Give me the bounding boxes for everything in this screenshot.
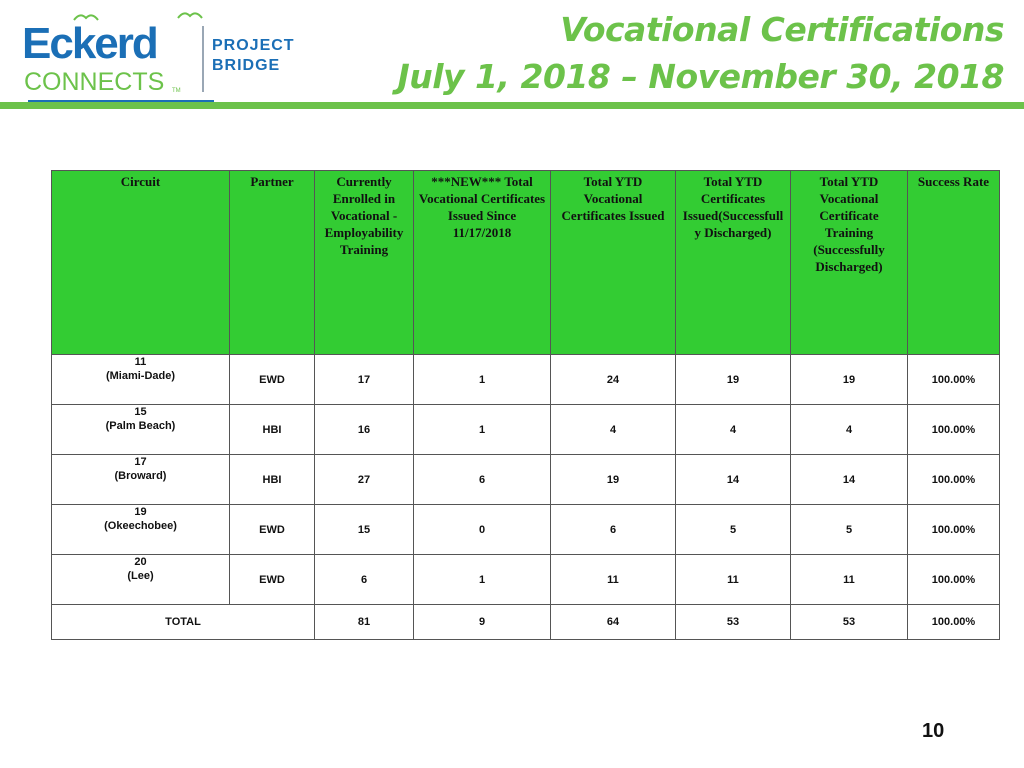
cell-new-total: 6 [414, 455, 551, 505]
cell-new-total: 0 [414, 505, 551, 555]
cell-circuit [52, 405, 230, 455]
cell-ytd-training-discharged: 14 [791, 455, 908, 505]
cell-ytd-certs-discharged: 11 [676, 555, 791, 605]
cell-enrolled: 16 [315, 405, 414, 455]
table-row [52, 455, 1000, 505]
logo-program [212, 36, 295, 76]
cell-ytd-training-discharged: 11 [791, 555, 908, 605]
logo-brand-top: Eckerd [22, 19, 157, 68]
cell-ytd-vocational: 19 [551, 455, 676, 505]
cell-new-total: 1 [414, 555, 551, 605]
cell-total-ytd-vocational: 64 [551, 605, 676, 640]
cell-total-ytd-certs-discharged: 53 [676, 605, 791, 640]
cell-ytd-vocational: 11 [551, 555, 676, 605]
slide-title-block [397, 8, 1004, 102]
circuit-name: (Lee) [127, 570, 154, 582]
cell-ytd-certs-discharged: 14 [676, 455, 791, 505]
cell-success-rate: 100.00% [908, 505, 1000, 555]
logo-program-line1: PROJECT [212, 37, 295, 54]
cell-ytd-certs-discharged: 19 [676, 355, 791, 405]
column-header-circuit: Circuit [52, 171, 230, 355]
column-header-success-rate: Success Rate [908, 171, 1000, 355]
cell-circuit [52, 505, 230, 555]
cell-new-total: 1 [414, 355, 551, 405]
cell-total-ytd-training-discharged: 53 [791, 605, 908, 640]
cell-circuit [52, 455, 230, 505]
column-header-enrolled: Currently Enrolled in Vocational - Employability Training [315, 171, 414, 355]
logo-program-line2: BRIDGE [212, 57, 281, 74]
cell-ytd-vocational: 6 [551, 505, 676, 555]
table-row [52, 505, 1000, 555]
logo-divider [202, 26, 204, 92]
cell-partner: HBI [230, 455, 315, 505]
circuit-name: (Broward) [114, 470, 167, 482]
cell-circuit [52, 555, 230, 605]
logo-brand-bottom: CONNECTS [24, 68, 165, 96]
cell-circuit [52, 355, 230, 405]
cell-total-success-rate: 100.00% [908, 605, 1000, 640]
column-header-new-total: ***NEW*** Total Vocational Certificates Issued Since 11/17/2018 [414, 171, 551, 355]
column-header-ytd-certs-discharged: Total YTD Certificates Issued(Successfull y Discharged) [676, 171, 791, 355]
cell-ytd-certs-discharged: 5 [676, 505, 791, 555]
table-row [52, 555, 1000, 605]
cell-enrolled: 17 [315, 355, 414, 405]
slide-header [0, 0, 1024, 112]
circuit-number: 20 [134, 556, 147, 568]
cell-ytd-vocational: 4 [551, 405, 676, 455]
cell-partner: EWD [230, 505, 315, 555]
cell-enrolled: 27 [315, 455, 414, 505]
table-row [52, 405, 1000, 455]
cell-success-rate: 100.00% [908, 555, 1000, 605]
cell-ytd-training-discharged: 5 [791, 505, 908, 555]
cell-ytd-training-discharged: 4 [791, 405, 908, 455]
table-header-row [52, 171, 1000, 355]
cell-total-new-total: 9 [414, 605, 551, 640]
page-subtitle: July 1, 2018 – November 30, 2018 [397, 57, 1004, 96]
circuit-number: 17 [134, 456, 147, 468]
page-number: 10 [922, 720, 945, 742]
circuit-name: (Miami-Dade) [105, 370, 176, 382]
cell-partner: HBI [230, 405, 315, 455]
cell-total-label: TOTAL [52, 605, 315, 640]
circuit-number: 15 [134, 406, 147, 418]
page-title: Vocational Certifications [560, 10, 1004, 49]
cell-partner: EWD [230, 555, 315, 605]
cell-enrolled: 6 [315, 555, 414, 605]
cell-success-rate: 100.00% [908, 405, 1000, 455]
circuit-name: (Palm Beach) [105, 420, 176, 432]
column-header-ytd-vocational: Total YTD Vocational Certificates Issued [551, 171, 676, 355]
column-header-partner: Partner [230, 171, 315, 355]
table-total-row [52, 605, 1000, 640]
cell-success-rate: 100.00% [908, 355, 1000, 405]
cell-partner: EWD [230, 355, 315, 405]
cell-new-total: 1 [414, 405, 551, 455]
logo-trademark: TM [172, 88, 181, 94]
certifications-table [51, 170, 1000, 640]
circuit-number: 11 [134, 356, 147, 368]
column-header-ytd-training-discharged: Total YTD Vocational Certificate Training (Successfully Discharged) [791, 171, 908, 355]
cell-enrolled: 15 [315, 505, 414, 555]
cell-success-rate: 100.00% [908, 455, 1000, 505]
cell-ytd-certs-discharged: 4 [676, 405, 791, 455]
header-divider [0, 102, 1024, 109]
table-row [52, 355, 1000, 405]
circuit-number: 19 [134, 506, 147, 518]
eckerd-connects-logo [22, 8, 295, 104]
cell-total-enrolled: 81 [315, 605, 414, 640]
circuit-name: (Okeechobee) [104, 520, 177, 532]
cell-ytd-vocational: 24 [551, 355, 676, 405]
cell-ytd-training-discharged: 19 [791, 355, 908, 405]
